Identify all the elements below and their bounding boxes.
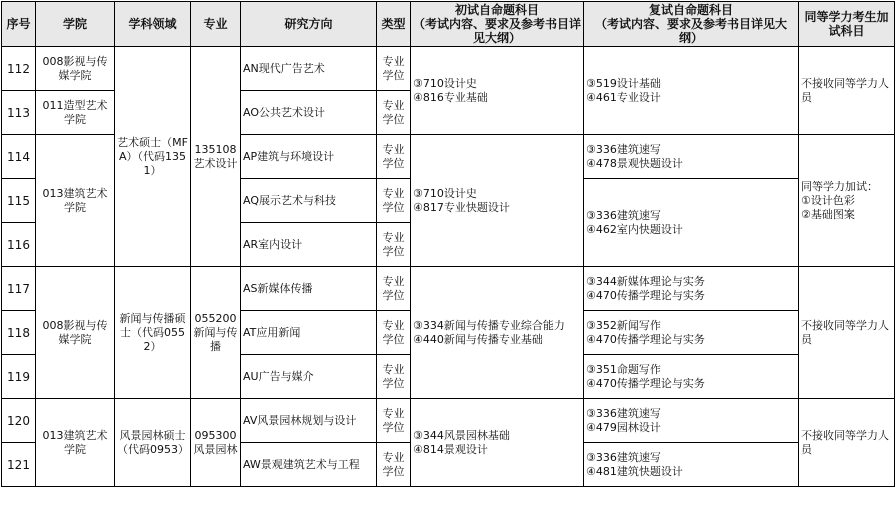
table-row	[2, 399, 895, 443]
row-index: 121	[2, 443, 36, 487]
type-cell: 专业学位	[377, 179, 411, 223]
direction-cell: AT应用新闻	[241, 311, 377, 355]
major-cell: 095300风景园林	[191, 399, 241, 487]
header-field: 学科领域	[115, 2, 191, 47]
header-exam2: 复试自命题科目 （考试内容、要求及参考书目详见大纲）	[584, 2, 799, 47]
direction-cell: AQ展示艺术与科技	[241, 179, 377, 223]
exam2-cell: ③336建筑速写 ④481建筑快题设计	[584, 443, 799, 487]
header-type: 类型	[377, 2, 411, 47]
header-extra: 同等学力考生加试科目	[799, 2, 895, 47]
type-cell: 专业学位	[377, 223, 411, 267]
direction-cell: AO公共艺术设计	[241, 91, 377, 135]
program-table	[1, 1, 895, 487]
row-index: 113	[2, 91, 36, 135]
table-row	[2, 47, 895, 91]
major-cell: 055200新闻与传播	[191, 267, 241, 399]
header-row	[2, 2, 895, 47]
exam1-cell: ③344风景园林基础 ④814景观设计	[411, 399, 584, 487]
row-index: 114	[2, 135, 36, 179]
row-index: 112	[2, 47, 36, 91]
direction-cell: AR室内设计	[241, 223, 377, 267]
type-cell: 专业学位	[377, 443, 411, 487]
type-cell: 专业学位	[377, 399, 411, 443]
exam2-cell: ③352新闻写作 ④470传播学理论与实务	[584, 311, 799, 355]
exam2-cell: ③351命题写作 ④470传播学理论与实务	[584, 355, 799, 399]
direction-cell: AS新媒体传播	[241, 267, 377, 311]
direction-cell: AN现代广告艺术	[241, 47, 377, 91]
direction-cell: AP建筑与环境设计	[241, 135, 377, 179]
type-cell: 专业学位	[377, 135, 411, 179]
extra-cell: 不接收同等学力人员	[799, 399, 895, 487]
field-cell: 风景园林硕士（代码0953）	[115, 399, 191, 487]
row-index: 118	[2, 311, 36, 355]
type-cell: 专业学位	[377, 355, 411, 399]
header-college: 学院	[36, 2, 115, 47]
extra-cell: 不接收同等学力人员	[799, 267, 895, 399]
college-cell: 008影视与传媒学院	[36, 267, 115, 399]
type-cell: 专业学位	[377, 311, 411, 355]
header-index: 序号	[2, 2, 36, 47]
row-index: 119	[2, 355, 36, 399]
exam2-cell: ③336建筑速写 ④479园林设计	[584, 399, 799, 443]
exam2-cell: ③336建筑速写 ④478景观快题设计	[584, 135, 799, 179]
header-major: 专业	[191, 2, 241, 47]
college-cell: 013建筑艺术学院	[36, 399, 115, 487]
type-cell: 专业学位	[377, 267, 411, 311]
college-cell: 008影视与传媒学院	[36, 47, 115, 91]
row-index: 117	[2, 267, 36, 311]
field-cell: 艺术硕士（MFA）（代码1351）	[115, 47, 191, 267]
field-cell: 新闻与传播硕士（代码0552）	[115, 267, 191, 399]
header-direction: 研究方向	[241, 2, 377, 47]
major-cell: 135108艺术设计	[191, 47, 241, 267]
college-cell: 013建筑艺术学院	[36, 135, 115, 267]
header-exam1: 初试自命题科目 （考试内容、要求及参考书目详见大纲）	[411, 2, 584, 47]
table-row	[2, 267, 895, 311]
exam2-cell: ③344新媒体理论与实务 ④470传播学理论与实务	[584, 267, 799, 311]
row-index: 120	[2, 399, 36, 443]
direction-cell: AV风景园林规划与设计	[241, 399, 377, 443]
exam2-cell: ③336建筑速写 ④462室内快题设计	[584, 179, 799, 267]
exam1-cell: ③710设计史 ④816专业基础	[411, 47, 584, 135]
exam1-cell: ③710设计史 ④817专业快题设计	[411, 135, 584, 267]
direction-cell: AU广告与媒介	[241, 355, 377, 399]
type-cell: 专业学位	[377, 47, 411, 91]
direction-cell: AW景观建筑艺术与工程	[241, 443, 377, 487]
exam1-cell: ③334新闻与传播专业综合能力 ④440新闻与传播专业基础	[411, 267, 584, 399]
row-index: 115	[2, 179, 36, 223]
type-cell: 专业学位	[377, 91, 411, 135]
extra-cell: 不接收同等学力人员	[799, 47, 895, 135]
exam2-cell: ③519设计基础 ④461专业设计	[584, 47, 799, 135]
extra-cell: 同等学力加试： ①设计色彩 ②基础图案	[799, 135, 895, 267]
college-cell: 011造型艺术学院	[36, 91, 115, 135]
row-index: 116	[2, 223, 36, 267]
